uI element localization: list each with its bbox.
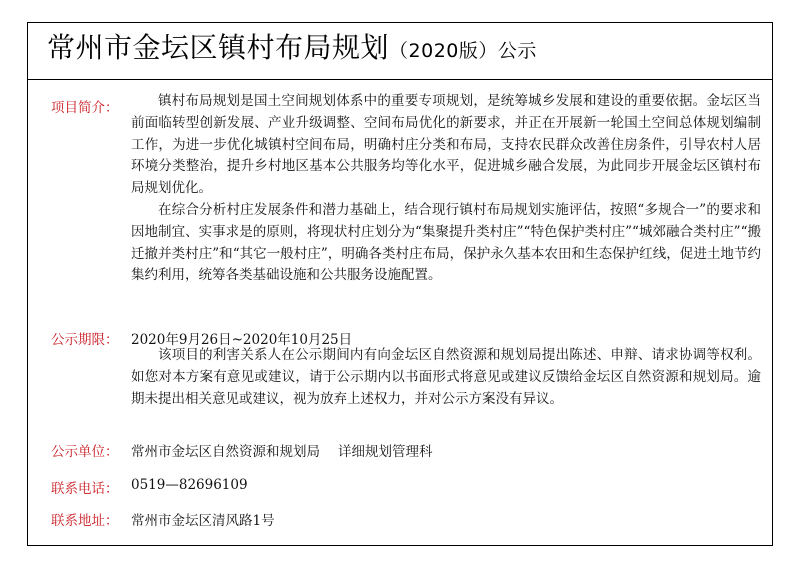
- address-value: 常州市金坛区清风路1号: [131, 513, 275, 529]
- page-title: [47, 26, 537, 73]
- unit-value: [131, 440, 433, 460]
- intro-paragraph-2: 在综合分析村庄发展条件和潜力基础上，结合现行镇村布局规划实施评估，按照“多规合一”的要求和因地制宜、实事求是的原则，将现状村庄划分为“集聚提升类村庄”“特色保护类村庄”“城郊融合类村庄”“搬迁撤并类村庄”和“其它一般村庄”，明确各类村庄布局，保护永久基本农田和生态保护红线，促进土地节约集约利用，统筹各类基础设施和公共服务设施配置。: [131, 201, 761, 284]
- title-divider: [27, 79, 773, 80]
- title-bar: [27, 22, 773, 75]
- address-label: 联系地址：: [51, 513, 119, 529]
- title-main-text: 常州市金坛区镇村布局规划: [47, 31, 390, 64]
- title-sub-text: （2020版）公示: [389, 40, 537, 62]
- period-label: 公示期限：: [51, 332, 119, 348]
- unit-org: 常州市金坛区自然资源和规划局: [131, 444, 320, 460]
- period-paragraph: 该项目的利害关系人在公示期间内有向金坛区自然资源和规划局提出陈述、申辩、请求协调等权利。如您对本方案有意见或建议，请于公示期内以书面形式将意见或建议反馈给金坛区自然资源和规划局。逾期未提出相关意见或建议，视为放弃上述权力，并对公示方案没有异议。: [131, 347, 761, 407]
- unit-label: 公示单位：: [51, 444, 119, 460]
- period-text: [131, 345, 761, 410]
- unit-dept: 详细规划管理科: [338, 444, 433, 460]
- period-dates: 2020年9月26日~2020年10月25日: [131, 332, 353, 348]
- phone-label: 联系电话：: [51, 481, 119, 497]
- intro-text: [131, 91, 761, 287]
- intro-label: 项目简介：: [51, 100, 119, 116]
- phone-value: 0519—82696109: [131, 477, 248, 493]
- intro-paragraph-1: 镇村布局规划是国土空间规划体系中的重要专项规划，是统筹城乡发展和建设的重要依据。金坛区当前面临转型创新发展、产业升级调整、空间布局优化的新要求，并正在开展新一轮国土空间总体规划编制工作，为进一步优化城镇村空间布局，明确村庄分类和布局，支持农民群众改善住房条件，引导农村人居环境分类整治，提升乡村地区基本公共服务均等化水平，促进城乡融合发展，为此同步开展金坛区镇村布局规划优化。: [131, 93, 761, 197]
